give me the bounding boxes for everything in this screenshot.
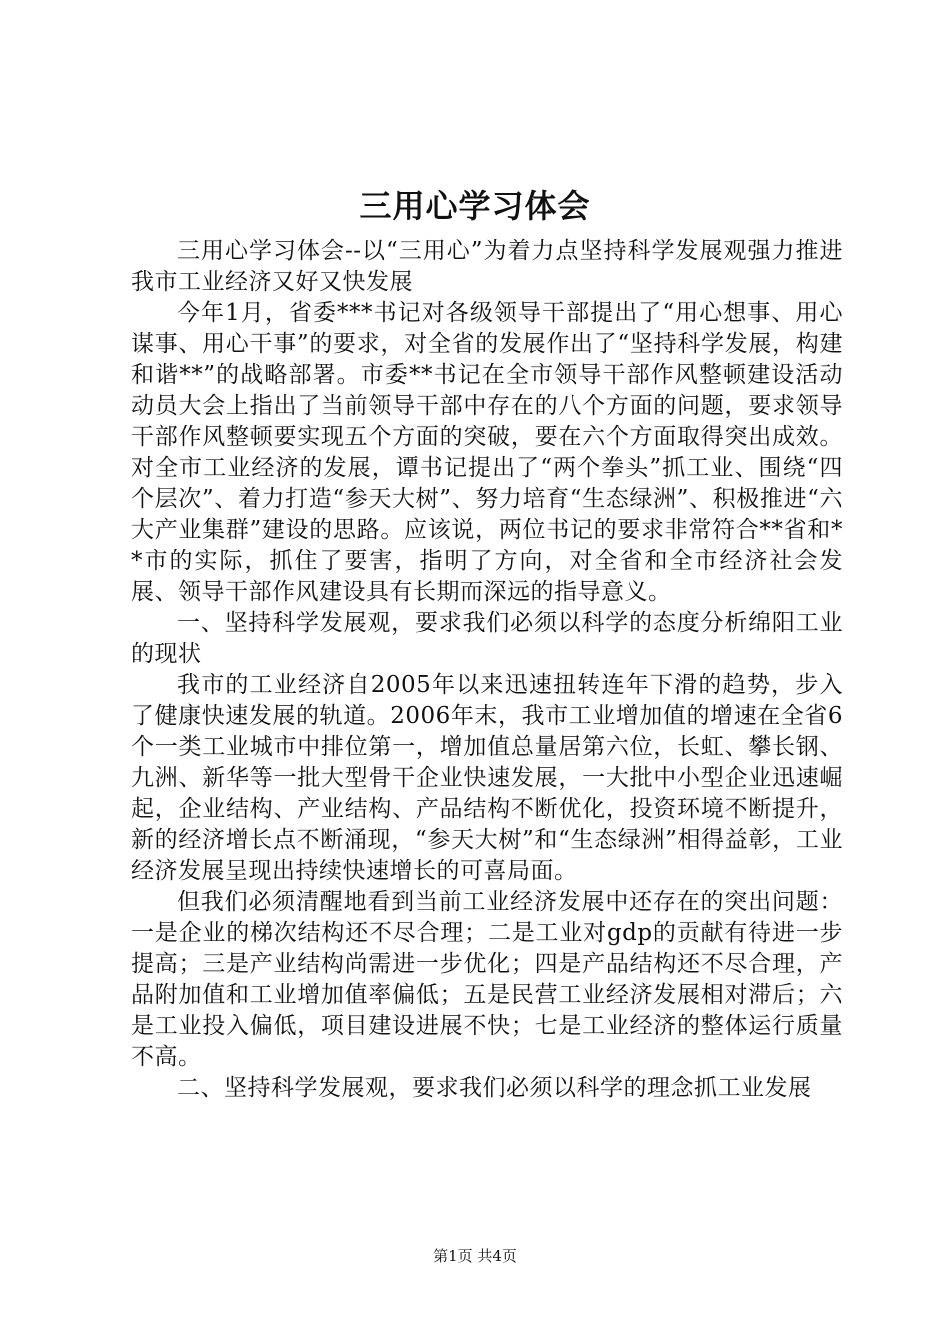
section-heading-1: 一、坚持科学发展观，要求我们必须以科学的态度分析绵阳工业的现状 [131, 610, 843, 667]
document-title: 三用心学习体会 [359, 187, 591, 225]
paragraph-problems: 但我们必须清醒地看到当前工业经济发展中还存在的突出问题：一是企业的梯次结构还不尽合理；二是工业对gdp的贡献有待进一步提高；三是产业结构尚需进一步优化；四是产品结构还不尽合理，产品附加值和工业增加值率偏低；五是民营工业经济发展相对滞后；六是工业投入偏低，项目建设进展不快；七是工业经济的整体运行质量不高。 [131, 889, 843, 1070]
paragraph-intro: 今年1月，省委***书记对各级领导干部提出了“用心想事、用心谋事、用心干事”的要求，对全省的发展作出了“坚持科学发展，构建和谐**”的战略部署。市委**书记在全市领导干部作风整顿建设活动动员大会上指出了当前领导干部中存在的八个方面的问题，要求领导干部作风整顿要实现五个方面的突破，要在六个方面取得突出成效。对全市工业经济的发展，谭书记提出了“两个拳头”抓工业、围绕“四个层次”、着力打造“参天大树”、努力培育“生态绿洲”、积极推进“六大产业集群”建设的思路。应该说，两位书记的要求非常符合**省和**市的实际，抓住了要害，指明了方向，对全省和全市经济社会发展、领导干部作风建设具有长期而深远的指导意义。 [131, 300, 843, 605]
page-number-footer: 第1页 共4页 [433, 1247, 517, 1265]
document-body [131, 236, 843, 1104]
section-heading-2: 二、坚持科学发展观，要求我们必须以科学的理念抓工业发展 [177, 1075, 812, 1101]
paragraph-status: 我市的工业经济自2005年以来迅速扭转连年下滑的趋势，步入了健康快速发展的轨道。2006年末，我市工业增加值的增速在全省6个一类工业城市中排位第一，增加值总量居第六位，长虹、攀长钢、九洲、新华等一批大型骨干企业快速发展，一大批中小型企业迅速崛起，企业结构、产业结构、产品结构不断优化，投资环境不断提升，新的经济增长点不断涌现，“参天大树”和“生态绿洲”相得益彰，工业经济发展呈现出持续快速增长的可喜局面。 [131, 672, 843, 884]
paragraph-subtitle: 三用心学习体会--以“三用心”为着力点坚持科学发展观强力推进我市工业经济又好又快发展 [131, 238, 843, 295]
